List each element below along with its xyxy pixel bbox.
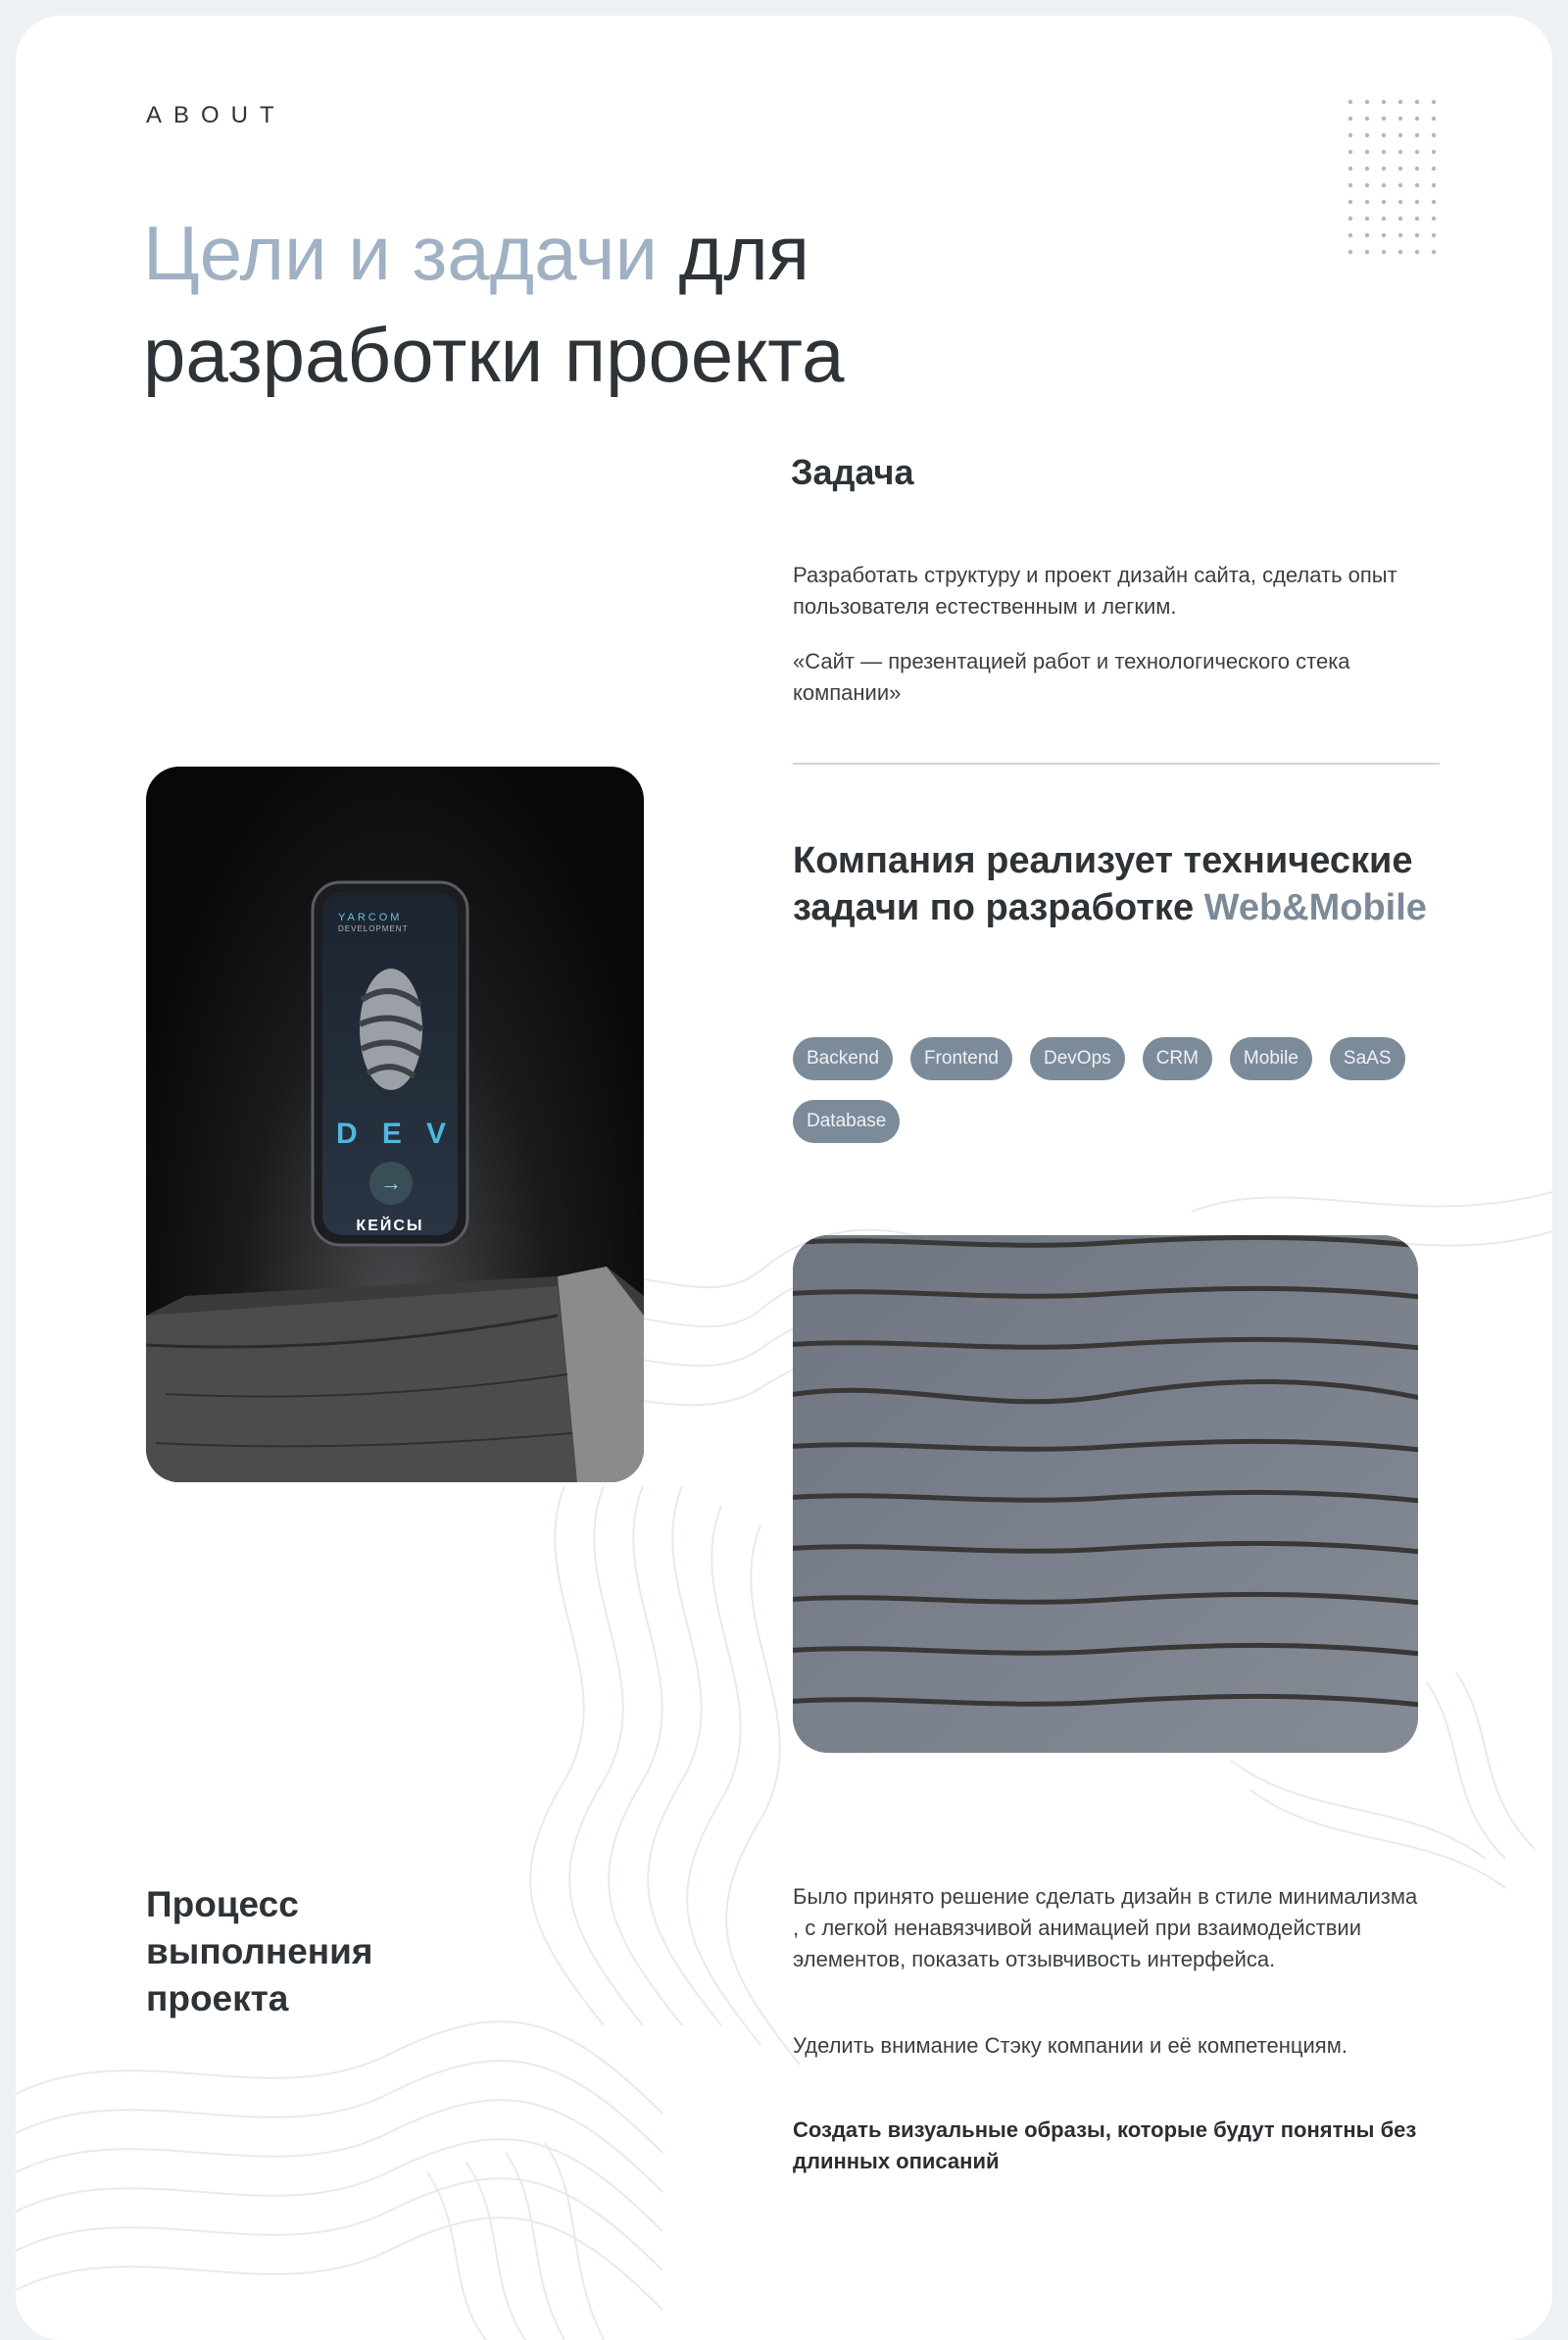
about-card [16,16,1552,2340]
tag-backend: Backend [793,1037,893,1080]
phone-subtitle-text: DEVELOPMENT [338,924,409,933]
company-text: Компания реализует технические задачи по разработке [793,840,1413,928]
tag-devops: DevOps [1030,1037,1125,1080]
phone-brand-text: YARCOM [338,912,403,923]
tag-crm: CRM [1143,1037,1212,1080]
tag-list [793,1037,1440,1143]
company-heading [793,837,1430,931]
phone-dev-letters [336,1118,446,1151]
title-part: для [658,210,809,296]
process-paragraph: Было принято решение сделать дизайн в стиле минимализма , с легкой ненавязчивой анимацией при взаимодействии элементов, показать отзывчивость интерфейса. [793,1884,1418,1971]
dev-letter: D [336,1118,358,1150]
page-title [143,202,1123,406]
wave-texture-image [793,1235,1418,1753]
tag-saas: SaAS [1330,1037,1405,1080]
title-line-2: разработки проекта [143,312,845,398]
dev-letter: V [425,1118,446,1150]
process-heading: Процесс выполнения проекта [146,1884,373,2018]
task-quote: «Сайт — презентацией работ и технологического стека компании» [793,649,1350,705]
wave-lines-art [793,1235,1418,1753]
dot-grid-decoration [1347,98,1445,284]
phone-mockup-image [146,767,644,1482]
process-paragraph: Уделить внимание Стэку компании и её компетенциям. [793,2033,1348,2058]
tag-mobile: Mobile [1230,1037,1312,1080]
tag-frontend: Frontend [910,1037,1012,1080]
phone-screen [322,892,458,1235]
process-emphasis: Создать визуальные образы, которые будут понятны без длинных описаний [793,2117,1417,2173]
phone-cases-label: КЕЙСЫ [356,1218,424,1234]
company-accent: Web&Mobile [1203,887,1427,928]
divider [793,763,1440,765]
task-paragraph: Разработать структуру и проект дизайн сайта, сделать опыт пользователя естественным и легким. [793,563,1397,619]
head-sculpture-graphic [352,961,430,1108]
tag-database: Database [793,1100,900,1143]
arrow-right-icon: → [369,1162,413,1205]
task-heading: Задача [791,452,914,492]
section-label: ABOUT [146,102,286,128]
title-highlight: Цели и задачи [143,210,659,296]
dev-letter: E [381,1118,402,1150]
